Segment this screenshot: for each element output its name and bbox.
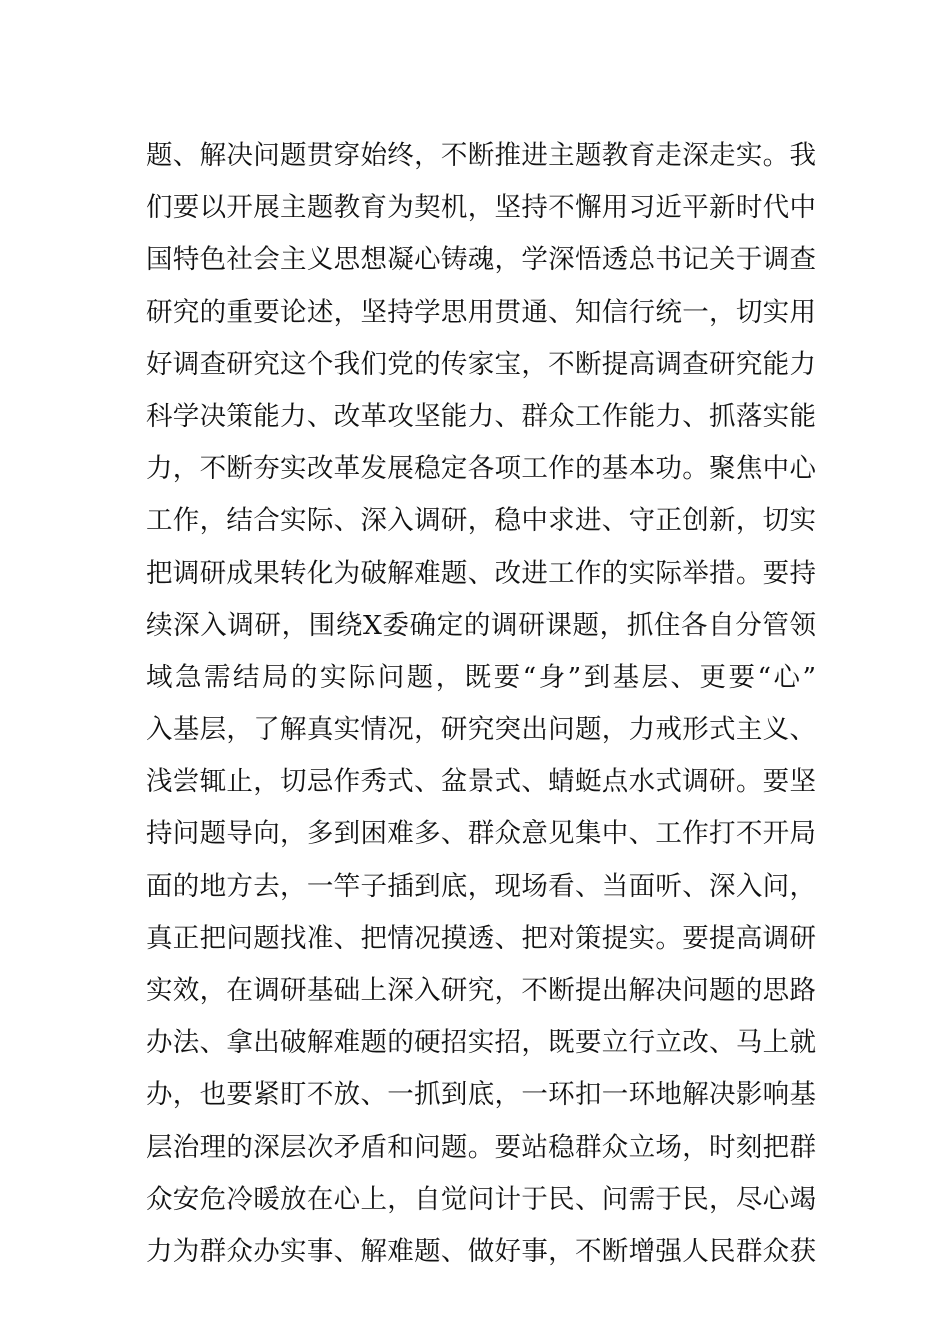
text-line-1: 题、解决问题贯穿始终，不断推进主题教育走深走实。我	[146, 140, 816, 171]
text-line-4: 研究的重要论述，坚持学思用贯通、知信行统一，切实用	[146, 296, 816, 328]
text-line-2: 们要以开展主题教育为契机，坚持不懈用习近平新时代中	[146, 192, 816, 224]
text-line-19: 办，也要紧盯不放、一抓到底，一环扣一环地解决影响基	[146, 1079, 816, 1111]
text-line-10: 续深入调研，围绕X委确定的调研课题，抓住各自分管领	[146, 609, 816, 641]
text-line-9: 把调研成果转化为破解难题、改进工作的实际举措。要持	[146, 557, 816, 589]
text-line-14: 持问题导向，多到困难多、群众意见集中、工作打不开局	[146, 818, 816, 850]
text-line-17: 实效，在调研基础上深入研究，不断提出解决问题的思路	[146, 975, 816, 1006]
text-line-5: 好调查研究这个我们党的传家宝，不断提高调查研究能力	[146, 348, 816, 380]
text-line-12: 入基层，了解真实情况，研究突出问题，力戒形式主义、	[146, 714, 816, 746]
text-line-8: 工作，结合实际、深入调研，稳中求进、守正创新，切实	[146, 505, 816, 537]
text-line-13: 浅尝辄止，切忌作秀式、盆景式、蜻蜓点水式调研。要坚	[146, 766, 816, 798]
text-line-21: 众安危冷暖放在心上，自觉问计于民、问需于民，尽心竭	[146, 1183, 816, 1215]
text-line-15: 面的地方去，一竿子插到底，现场看、当面听、深入问，	[146, 870, 816, 902]
text-line-18: 办法、拿出破解难题的硬招实招，既要立行立改、马上就	[146, 1027, 816, 1059]
text-line-11: 域急需结局的实际问题，既要“身”到基层、更要“心”	[146, 661, 816, 693]
text-line-20: 层治理的深层次矛盾和问题。要站稳群众立场，时刻把群	[146, 1131, 816, 1163]
text-line-16: 真正把问题找准、把情况摸透、把对策提实。要提高调研	[146, 922, 816, 954]
text-line-3: 国特色社会主义思想凝心铸魂，学深悟透总书记关于调查	[146, 244, 816, 276]
text-line-6: 科学决策能力、改革攻坚能力、群众工作能力、抓落实能	[146, 400, 816, 432]
text-line-22: 力为群众办实事、解难题、做好事，不断增强人民群众获	[146, 1235, 816, 1267]
body-paragraph	[146, 130, 816, 1278]
text-line-7: 力，不断夯实改革发展稳定各项工作的基本功。聚焦中心	[146, 453, 816, 485]
